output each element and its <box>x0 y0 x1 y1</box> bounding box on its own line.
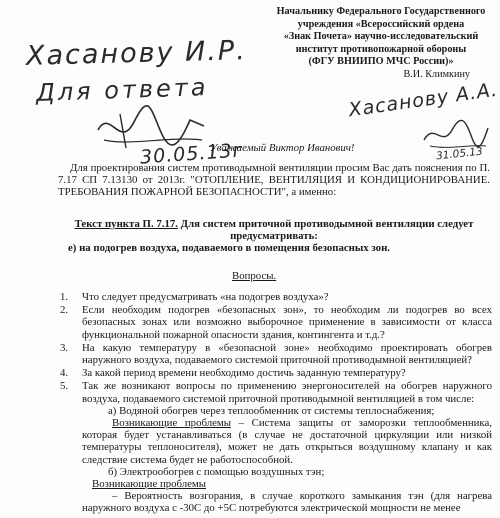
question-text: За какой период времени необходимо достичь заданную температуру? <box>82 367 406 380</box>
quote-label: Текст пункта П. 7.17. <box>74 218 178 230</box>
addressee-line: Начальнику Федерального Государственного <box>276 6 486 17</box>
question-item <box>60 380 492 514</box>
addressee-line: (ФГУ ВНИИПО МЧС России)» <box>308 56 454 68</box>
addressee-line: учреждения «Всероссийский ордена <box>297 18 465 30</box>
resolution-handwriting: Для ответа <box>35 72 209 108</box>
questions-title: Вопросы. <box>232 270 277 282</box>
question-item <box>60 367 492 379</box>
addressee-name: В.И. Климкину <box>403 68 470 80</box>
questions-list <box>60 291 492 516</box>
question-item <box>60 342 492 366</box>
resolution-date: 30.05.13г <box>139 139 245 169</box>
question-text: Так же возникают вопросы по применению энергоносителей на обогрев наружного воздуха, подаваемого системой приточной противодымной вентиляцией в том числе: <box>82 380 492 405</box>
greeting: Уважаемый Виктор Иванович! <box>210 142 355 154</box>
problems-a-text: – Система защиты от заморозки теплообменника, которая будет устанавливаться (в случае не достаточной циркуляции или низкой температуры теплоносителя), может не дать открыться воздушному клапану и как следствие система будет не работоспособной. <box>82 417 492 466</box>
addressee-line: институт противопожарной обороны <box>295 43 467 55</box>
subitem-b: б) Электрообогрев с помощью воздушных тэн; <box>108 465 325 478</box>
quoted-clause <box>58 218 490 255</box>
question-text: Что следует предусматривать «на подогрев воздуха»? <box>82 291 329 303</box>
intro-paragraph: Для проектирования систем противодымной вентиляции просим Вас дать пояснения по П. 7.17 СП 7.13130 от 2013г. "ОТОПЛЕНИЕ, ВЕНТИЛЯЦИЯ И КОНДИЦИОНИРОВАНИЕ. ТРЕБОВАНИЯ ПОЖАРНОЙ БЕЗОПАСНОСТИ", а именно: <box>58 162 490 199</box>
problems-b-label: Возникающие проблемы <box>92 478 207 491</box>
question-number: 1. <box>60 291 69 303</box>
problems-b-text: – Вероятность возгорания, в случае короткого замыкания тэн (для нагрева наружного воздуха с -30С до +5С потребуются электрической мощности не менее <box>82 490 492 515</box>
question-number: 2. <box>60 304 69 317</box>
signature-right <box>420 118 490 152</box>
question-item <box>60 304 492 341</box>
question-number: 4. <box>60 367 69 380</box>
addressee-line: «Знак Почета» научно-исследовательский <box>283 31 479 43</box>
question-text: На какую температуру в «безопасной зоне» необходимо проектировать обогрев наружного воздуха, подаваемого системой приточной противодымной вентиляцией? <box>82 341 492 367</box>
problems-b <box>82 478 492 490</box>
problems-a <box>82 417 492 466</box>
right-resolution-handwriting: Хасанову А.А. <box>347 78 500 122</box>
question-number: 3. <box>60 341 69 354</box>
signature-left <box>90 100 210 156</box>
intro-section <box>58 162 490 199</box>
quote-item-e: е) на подогрев воздуха, подаваемого в помещения безопасных зон. <box>68 242 391 255</box>
problems-a-label: Возникающие проблемы <box>112 417 231 430</box>
question-number: 5. <box>60 380 69 393</box>
resolution-handwriting: Хасанову И.Р. <box>25 35 248 72</box>
question-text: Если необходим подогрев «безопасных зон», то необходим ли подогрев во всех безопасных зонах или возможно выборочное применение в зависимости от класса функциональной пожарной опасности здания, контингента и т.д.? <box>82 304 492 341</box>
subitem-a: а) Водяной обогрев через теплообменник от системы теплоснабжения; <box>108 404 435 417</box>
addressee-block <box>268 6 494 82</box>
quote-text: Для систем приточной противодымной вентиляции следует предусматривать: <box>177 218 474 243</box>
right-resolution-date: 31.05.13 <box>435 145 484 163</box>
question-item <box>60 291 492 303</box>
quote-head <box>58 218 490 242</box>
